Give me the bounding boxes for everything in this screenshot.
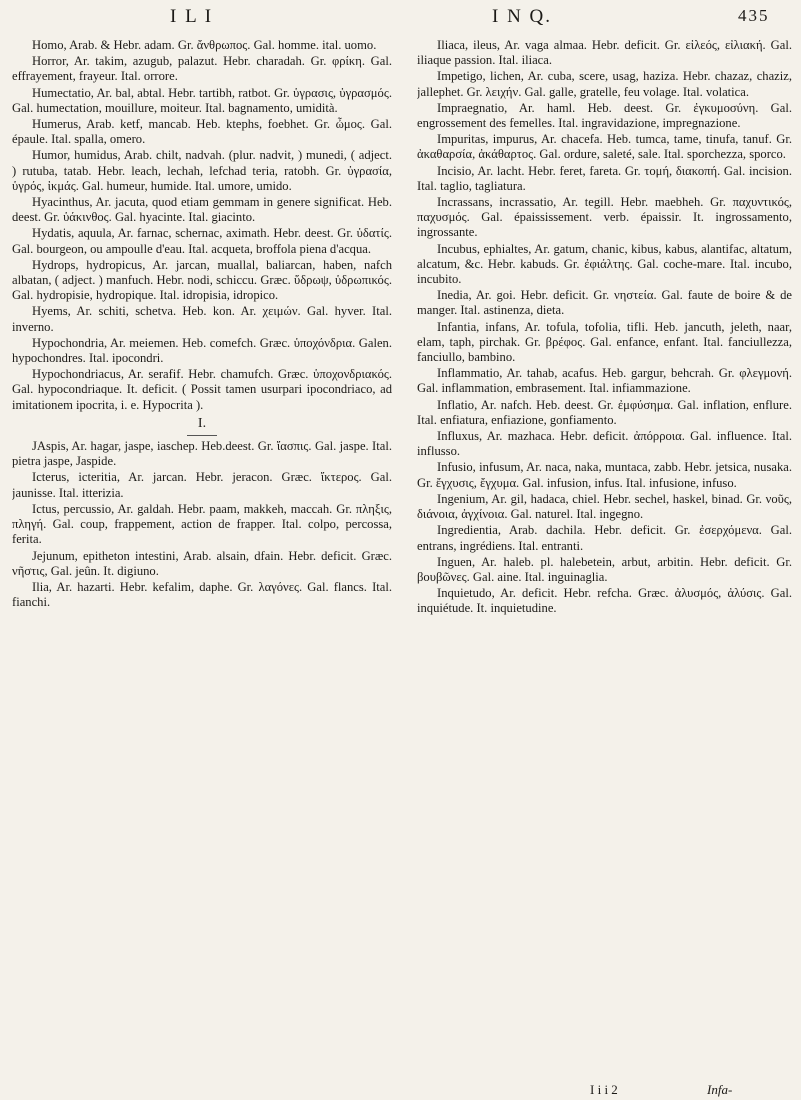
dictionary-entry: JAspis, Ar. hagar, jaspe, iaschep. Heb.deest. Gr. ἴασπις. Gal. jaspe. Ital. pietra jaspe, Jaspide. [12,439,392,469]
dictionary-entry: Hyacinthus, Ar. jacuta, quod etiam gemmam in genere significat. Heb. deest. Gr. ὑάκινθος. Gal. hyacinte. Ital. giacinto. [12,195,392,225]
dictionary-entry: Impetigo, lichen, Ar. cuba, scere, usag, haziza. Hebr. chazaz, chaziz, jallephet. Gr. λειχήν. Gal. galle, gratelle, feu volage. Ital. volatica. [417,69,792,99]
dictionary-entry: Inedia, Ar. goi. Hebr. deficit. Gr. νηστεία. Gal. faute de boire & de manger. Ital. astinenza, dieta. [417,288,792,318]
dictionary-entry: Hyems, Ar. schiti, schetva. Heb. kon. Ar. χειμών. Gal. hyver. Ital. inverno. [12,304,392,334]
dictionary-entry: Hydatis, aquula, Ar. farnac, schernac, aximath. Hebr. deest. Gr. ὑδατίς. Gal. bourgeon, ou ampoulle d'eau. Ital. acqueta, broffola piena d'acqua. [12,226,392,256]
dictionary-entry: Homo, Arab. & Hebr. adam. Gr. ἄνθρωπος. Gal. homme. ital. uomo. [32,38,377,52]
dictionary-entry: Inflatio, Ar. nafch. Heb. deest. Gr. ἐμφύσημα. Gal. inflation, enflure. Ital. enfiatura, enfiazione, gonfiamento. [417,397,792,427]
dictionary-entry: Ingredientia, Arab. dachila. Hebr. deficit. Gr. ἐσερχόμενα. Gal. entrans, ingrédiens. Ital. entranti. [417,523,792,553]
dictionary-entry: Iliaca, ileus, Ar. vaga almaa. Hebr. deficit. Gr. εἰλεός, εἰλιακή. Gal. iliaque passion. Ital. iliaca. [417,38,792,68]
running-header [0,6,801,36]
dictionary-entry: Incrassans, incrassatio, Ar. tegill. Hebr. maebheh. Gr. παχυντικός, παχυσμός. Gal. épaississement. verb. épaissir. It. ingrossamento, ingrossante. [417,195,792,240]
dictionary-entry: Impuritas, impurus, Ar. chacefa. Heb. tumca, tame, tinufa, tanuf. Gr. ἀκαθαρσία, ἀκάθαρτος. Gal. ordure, saleté, sale. Ital. sporchezza, sporco. [417,132,792,162]
dictionary-entry: Humor, humidus, Arab. chilt, nadvah. (plur. nadvit, ) munedi, ( adject. ) rutuba, tatab. Hebr. leach, lechah, lefchad teria, ratobh. Gr. ὑγρασία, ὑγρός, ἰκμάς. Gal. humeur, humide. Ital. umore, umido. [12,148,392,193]
dictionary-entry: Inflammatio, Ar. tahab, acafus. Heb. gargur, behcrah. Gr. φλεγμονή. Gal. inflammation, embrasement. Ital. infiammazione. [417,366,792,396]
dictionary-entry: Hydrops, hydropicus, Ar. jarcan, muallal, baliarcan, haben, nafch albatan, ( adject. ) manfuch. Hebr. nodi, schiccu. Græc. ὕδρωψ, ὑδρωπικός. Gal. hydropisie, hydropique. Ital. idropisia, idropico. [12,257,392,303]
section-rule [187,435,217,436]
signature-mark: I i i 2 [590,1082,618,1097]
header-middle: I N Q. [492,6,553,27]
dictionary-entry: Impraegnatio, Ar. haml. Heb. deest. Gr. ἐγκυμοσύνη. Gal. engrossement des femelles. Ital. ingravidazione, impregnazione. [417,100,792,131]
dictionary-entry: Humectatio, Ar. bal, abtal. Hebr. tartibh, ratbot. Gr. ὑγρασις, ὑγρασμός. Gal. humectation, mouillure, moiteur. Ital. bagnamento, umidità. [12,85,392,115]
dictionary-entry: Infantia, infans, Ar. tofula, tofolia, tifli. Heb. jancuth, jeleth, naar, elam, taph, pirchak. Gr. βρέφος. Gal. enfance, enfant. Ital. fanciullezza, fanciullo, bambino. [417,319,792,365]
dictionary-entry: Jejunum, epitheton intestini, Arab. alsain, dfain. Hebr. deficit. Græc. νῆστις, Gal. jeûn. It. digiuno. [12,548,392,578]
dictionary-entry: Icterus, icteritia, Ar. jarcan. Hebr. jeracon. Græc. ἴκτερος. Gal. jaunisse. Ital. itterizia. [12,470,392,500]
dictionary-entry: Hypochondriacus, Ar. serafif. Hebr. chamufch. Græc. ὑποχονδριακός. Gal. hypocondriaque. It. deficit. ( Possit tamen usurpari ipocondriaco, ad imitationem ipocrita, i. e. Hypocrita ). [12,367,392,412]
dictionary-entry: Hypochondria, Ar. meiemen. Heb. comefch. Græc. ὑποχόνδρια. Galen. hypochondres. Ital. ipocondri. [12,335,392,366]
dictionary-entry: Incisio, Ar. lacht. Hebr. feret, fareta. Gr. τομή, διακοπή. Gal. incision. Ital. taglio, tagliatura. [417,163,792,193]
dictionary-entry: Inguen, Ar. haleb. pl. halebetein, arbut, arbitin. Hebr. deficit. Gr. βουβῶνες. Gal. aine. Ital. inguinaglia. [417,554,792,584]
dictionary-entry: Ilia, Ar. hazarti. Hebr. kefalim, daphe. Gr. λαγόνες. Gal. flancs. Ital. fianchi. [12,579,392,610]
right-column [417,38,792,1088]
section-letter: I. [197,415,207,431]
dictionary-entry: Ingenium, Ar. gil, hadaca, chiel. Hebr. sechel, haskel, binad. Gr. νοῦς, διάνοια, ἀγχίνοια. Gal. naturel. Ital. ingegno. [417,491,792,522]
dictionary-entry: Infusio, infusum, Ar. naca, naka, muntaca, zabb. Hebr. jetsica, nusaka. Gr. ἔγχυσις, ἔγχυμα. Gal. infusion, infus. Ital. infusione, infuso. [417,460,792,490]
dictionary-entry: Humerus, Arab. ketf, mancab. Heb. ktephs, foebhet. Gr. ὦμος. Gal. épaule. Ital. spalla, omero. [12,117,392,147]
page-number: 435 [738,6,770,25]
dictionary-entry: Influxus, Ar. mazhaca. Hebr. deficit. ἀπόρροια. Gal. influence. Ital. influsso. [417,429,792,459]
catchword: Infa- [707,1082,733,1097]
dictionary-entry: Ictus, percussio, Ar. galdah. Hebr. paam, makkeh, maccah. Gr. πληξις, πληγή. Gal. coup, frappement, action de frapper. Ital. colpo, percossa, ferita. [12,501,392,547]
dictionary-entry: Incubus, ephialtes, Ar. gatum, chanic, kibus, kabus, alantifac, altatum, alcatum, &c. Hebr. kabuds. Gr. ἐφιάλτης. Gal. coche-mare. Ital. incubo, incubito. [417,241,792,287]
dictionary-entry: Horror, Ar. takim, azugub, palazut. Hebr. charadah. Gr. φρίκη. Gal. effrayement, frayeur. Ital. orrore. [12,54,392,84]
dictionary-entry: Inquietudo, Ar. deficit. Hebr. refcha. Græc. ἀλυσμός, ἀλύσις. Gal. inquiétude. It. inquietudine. [417,586,792,616]
header-left: I L I [170,6,214,27]
left-column [12,38,392,1088]
